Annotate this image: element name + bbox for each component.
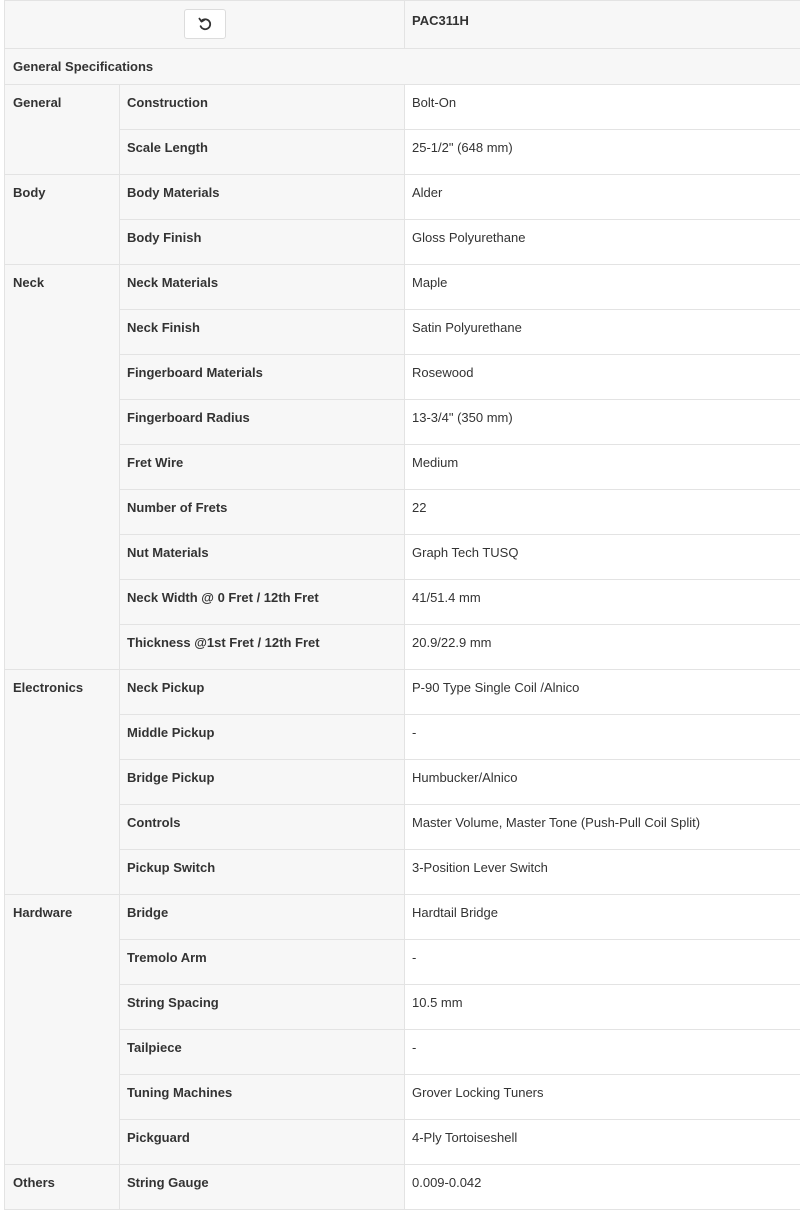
spec-label: Pickup Switch bbox=[120, 850, 405, 895]
spec-table bbox=[4, 0, 800, 1210]
product-name: PAC311H bbox=[405, 1, 800, 28]
spec-row bbox=[5, 1075, 800, 1120]
spec-label: Neck Finish bbox=[120, 310, 405, 355]
spec-row bbox=[5, 490, 800, 535]
section-row bbox=[5, 49, 800, 85]
spec-value: Graph Tech TUSQ bbox=[405, 535, 800, 580]
spec-row bbox=[5, 1165, 800, 1210]
spec-value: 4-Ply Tortoiseshell bbox=[405, 1120, 800, 1165]
spec-label: Controls bbox=[120, 805, 405, 850]
spec-value: 41/51.4 mm bbox=[405, 580, 800, 625]
spec-row bbox=[5, 805, 800, 850]
reset-button[interactable] bbox=[184, 9, 226, 39]
spec-value: Humbucker/Alnico bbox=[405, 760, 800, 805]
spec-row bbox=[5, 985, 800, 1030]
spec-value: P-90 Type Single Coil /Alnico bbox=[405, 670, 800, 715]
spec-label: Tremolo Arm bbox=[120, 940, 405, 985]
spec-label: Construction bbox=[120, 85, 405, 130]
spec-label: Tuning Machines bbox=[120, 1075, 405, 1120]
spec-row bbox=[5, 940, 800, 985]
spec-row bbox=[5, 895, 800, 940]
spec-label: Middle Pickup bbox=[120, 715, 405, 760]
spec-row bbox=[5, 625, 800, 670]
spec-value: Bolt-On bbox=[405, 85, 800, 130]
group-label: General bbox=[5, 85, 120, 175]
spec-row bbox=[5, 130, 800, 175]
spec-row bbox=[5, 220, 800, 265]
spec-label: Pickguard bbox=[120, 1120, 405, 1165]
spec-value: Alder bbox=[405, 175, 800, 220]
spec-row bbox=[5, 175, 800, 220]
spec-row bbox=[5, 1030, 800, 1075]
spec-label: String Gauge bbox=[120, 1165, 405, 1210]
spec-value: - bbox=[405, 1030, 800, 1075]
spec-row bbox=[5, 850, 800, 895]
spec-value: Rosewood bbox=[405, 355, 800, 400]
group-label: Body bbox=[5, 175, 120, 265]
spec-value: 20.9/22.9 mm bbox=[405, 625, 800, 670]
spec-row bbox=[5, 1120, 800, 1165]
spec-row bbox=[5, 760, 800, 805]
spec-value: Gloss Polyurethane bbox=[405, 220, 800, 265]
spec-label: Bridge Pickup bbox=[120, 760, 405, 805]
group-label: Neck bbox=[5, 265, 120, 670]
spec-row bbox=[5, 310, 800, 355]
spec-label: Neck Materials bbox=[120, 265, 405, 310]
spec-row bbox=[5, 670, 800, 715]
spec-row bbox=[5, 265, 800, 310]
product-cell bbox=[405, 1, 800, 49]
spec-label: Number of Frets bbox=[120, 490, 405, 535]
spec-value: 13-3/4" (350 mm) bbox=[405, 400, 800, 445]
spec-row bbox=[5, 355, 800, 400]
section-title: General Specifications bbox=[5, 49, 800, 85]
header-row bbox=[5, 1, 800, 49]
spec-label: Fret Wire bbox=[120, 445, 405, 490]
spec-value: 22 bbox=[405, 490, 800, 535]
spec-label: Bridge bbox=[120, 895, 405, 940]
group-label: Others bbox=[5, 1165, 120, 1210]
spec-row bbox=[5, 445, 800, 490]
spec-row bbox=[5, 715, 800, 760]
spec-value: 0.009-0.042 bbox=[405, 1165, 800, 1210]
spec-value: 10.5 mm bbox=[405, 985, 800, 1030]
spec-label: Scale Length bbox=[120, 130, 405, 175]
spec-label: Fingerboard Materials bbox=[120, 355, 405, 400]
spec-label: Neck Pickup bbox=[120, 670, 405, 715]
group-label: Hardware bbox=[5, 895, 120, 1165]
spec-value: Hardtail Bridge bbox=[405, 895, 800, 940]
group-label: Electronics bbox=[5, 670, 120, 895]
spec-label: Tailpiece bbox=[120, 1030, 405, 1075]
spec-value: - bbox=[405, 715, 800, 760]
spec-label: Body Finish bbox=[120, 220, 405, 265]
reset-cell bbox=[5, 1, 405, 49]
spec-label: Nut Materials bbox=[120, 535, 405, 580]
spec-row bbox=[5, 580, 800, 625]
spec-label: Neck Width @ 0 Fret / 12th Fret bbox=[120, 580, 405, 625]
spec-value: Grover Locking Tuners bbox=[405, 1075, 800, 1120]
spec-row bbox=[5, 400, 800, 445]
spec-value: Medium bbox=[405, 445, 800, 490]
spec-value: 3-Position Lever Switch bbox=[405, 850, 800, 895]
spec-label: Fingerboard Radius bbox=[120, 400, 405, 445]
spec-value: - bbox=[405, 940, 800, 985]
spec-value: 25-1/2" (648 mm) bbox=[405, 130, 800, 175]
spec-value: Master Volume, Master Tone (Push-Pull Coil Split) bbox=[405, 805, 800, 850]
spec-value: Satin Polyurethane bbox=[405, 310, 800, 355]
spec-value: Maple bbox=[405, 265, 800, 310]
spec-row bbox=[5, 535, 800, 580]
spec-label: String Spacing bbox=[120, 985, 405, 1030]
spec-label: Thickness @1st Fret / 12th Fret bbox=[120, 625, 405, 670]
reset-icon bbox=[197, 16, 213, 32]
spec-label: Body Materials bbox=[120, 175, 405, 220]
spec-row bbox=[5, 85, 800, 130]
